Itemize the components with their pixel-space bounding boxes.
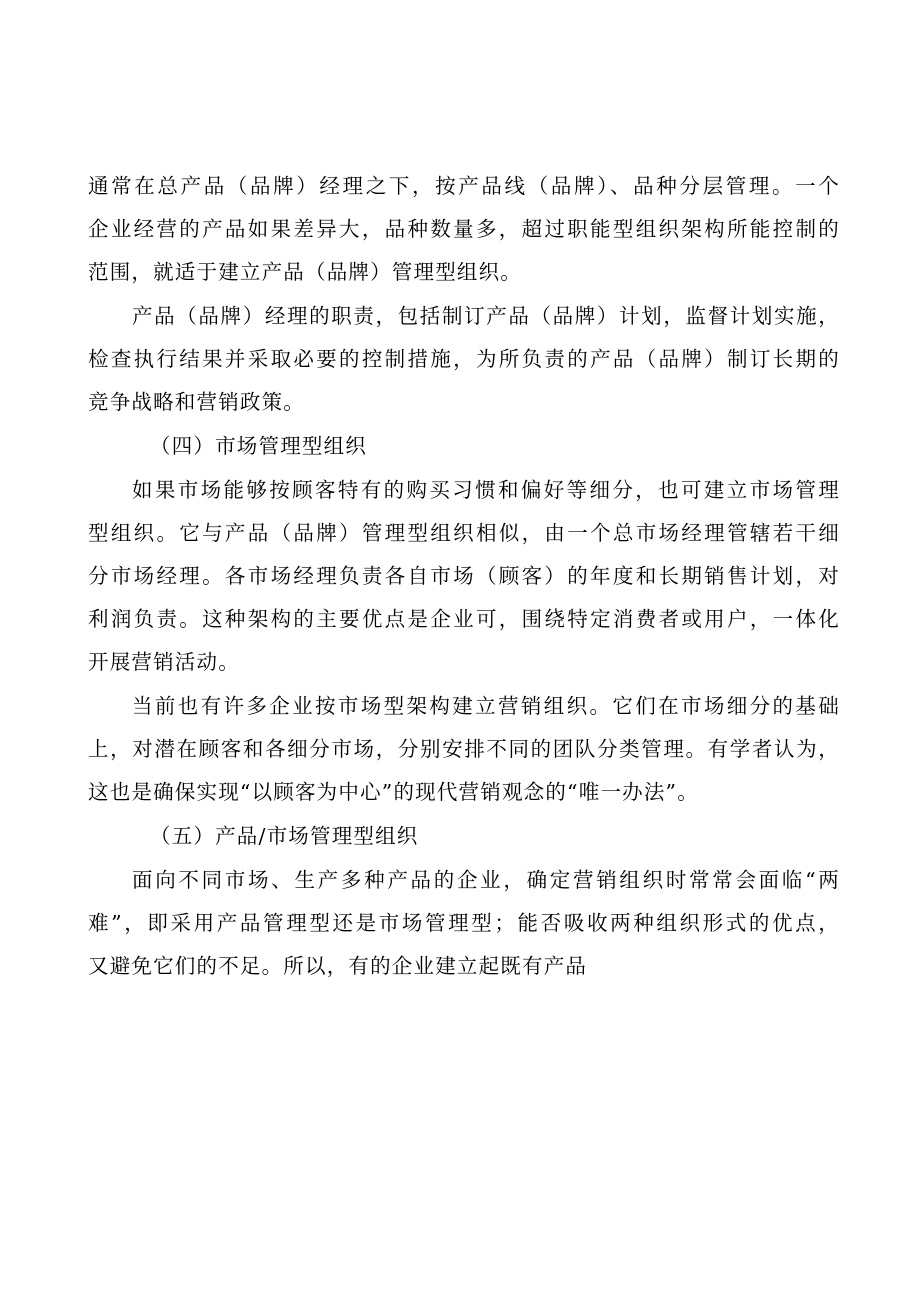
text-line: 通常在总产品（品牌）经理之下，按产品线（品牌）、品种分层管理。一个 — [88, 174, 840, 198]
paragraph-market-management — [88, 469, 840, 684]
document-body — [88, 165, 840, 989]
text-line: 当前也有许多企业按市场型架构建立营销组织。它们在市场细分的基础 — [132, 694, 840, 718]
text-line: 如果市场能够按顾客特有的购买习惯和偏好等细分，也可建立市场管理 — [132, 478, 840, 502]
text-line: 上，对潜在顾客和各细分市场，分别安排不同的团队分类管理。有学者认为， — [88, 737, 840, 761]
text-line: 面向不同市场、生产多种产品的企业，确定营销组织时常常会面临“两 — [132, 868, 840, 892]
text-line: 企业经营的产品如果差异大，品种数量多，超过职能型组织架构所能控制的 — [88, 217, 840, 241]
text-line: 开展营销活动。 — [88, 650, 240, 674]
paragraph-product-market-management — [88, 859, 840, 988]
text-line: 分市场经理。各市场经理负责各自市场（顾客）的年度和长期销售计划，对 — [88, 564, 840, 588]
text-line: 产品（品牌）经理的职责，包括制订产品（品牌）计划，监督计划实施， — [132, 304, 840, 328]
paragraph-product-manager-structure — [88, 165, 840, 294]
paragraph-product-manager-duties — [88, 295, 840, 424]
text-line: 难”，即采用产品管理型还是市场管理型；能否吸收两种组织形式的优点， — [88, 911, 840, 935]
text-line: 范围，就适于建立产品（品牌）管理型组织。 — [88, 260, 522, 284]
text-line: 竞争战略和营销政策。 — [88, 390, 305, 414]
text-line: 利润负责。这种架构的主要优点是企业可，围绕特定消费者或用户，一体化 — [88, 607, 840, 631]
section-heading-market-management: （四）市场管理型组织 — [150, 434, 367, 458]
text-line: 这也是确保实现“以顾客为中心”的现代营销观念的“唯一办法”。 — [88, 780, 699, 804]
text-line: 检查执行结果并采取必要的控制措施，为所负责的产品（品牌）制订长期的 — [88, 347, 840, 371]
section-heading-product-market-management: （五）产品/市场管理型组织 — [150, 824, 419, 848]
text-line: 型组织。它与产品（品牌）管理型组织相似，由一个总市场经理管辖若干细 — [88, 521, 840, 545]
paragraph-market-based-organizations — [88, 685, 840, 814]
text-line: 又避免它们的不足。所以，有的企业建立起既有产品 — [88, 954, 588, 978]
